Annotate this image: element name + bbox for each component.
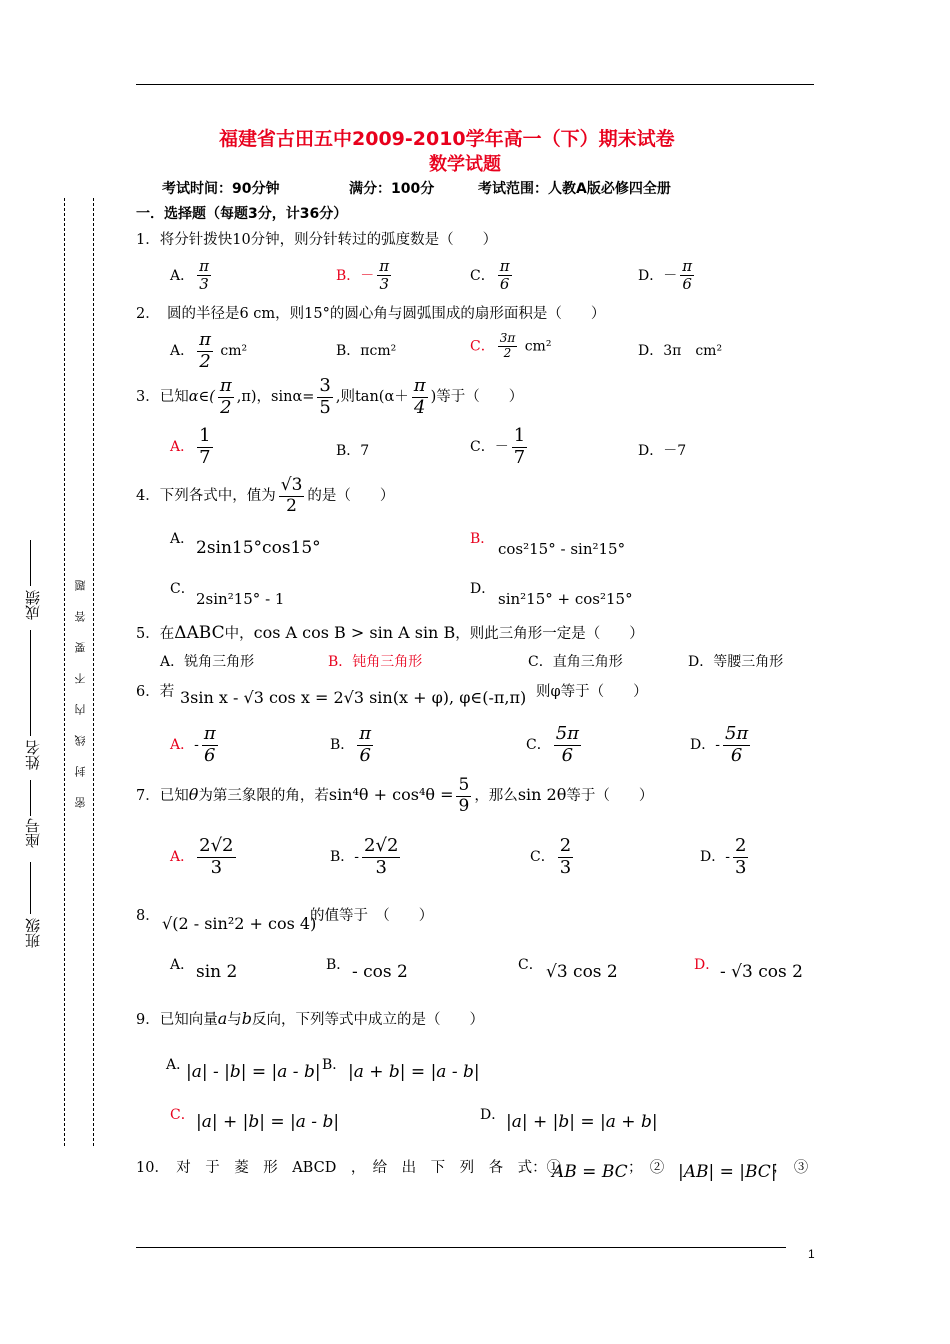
q3-stem xyxy=(136,376,523,418)
score-blank xyxy=(30,540,31,586)
q7-b-label: B． xyxy=(330,849,355,866)
q4-pre: 4．下列各式中，值为 xyxy=(136,488,276,505)
q7-a-label: A． xyxy=(170,849,195,866)
q6-b-label: B． xyxy=(330,737,355,754)
q1-option-a xyxy=(170,258,214,294)
q10-sep3: ； ③ xyxy=(772,1160,809,1176)
q2-a-unit: cm² xyxy=(220,343,248,360)
q4-den: 2 xyxy=(286,495,297,516)
q1-c-label: C． xyxy=(470,267,495,284)
q4-option-d-expr: sin²15° + cos²15° xyxy=(498,590,633,608)
q10-sep2: ； ② xyxy=(628,1160,665,1176)
q2-option-a xyxy=(170,330,247,372)
q1-b-num: π xyxy=(379,257,390,275)
page-number: 1 xyxy=(808,1247,815,1261)
q9-post: 反向，下列等式中成立的是（ ） xyxy=(252,1012,485,1028)
q7-expr2: sin 2θ xyxy=(517,785,567,805)
q9-pre: 9．已知向量 xyxy=(136,1012,218,1028)
q7-option-a xyxy=(170,836,239,878)
q1-d-num: π xyxy=(682,257,693,275)
q9-vec-a: a xyxy=(217,1009,228,1028)
q6-a-neg: - xyxy=(194,737,199,754)
q2-option-c xyxy=(470,332,551,361)
q8-label: 8． xyxy=(136,908,160,924)
q6-d-neg: - xyxy=(715,737,720,754)
q9-option-d-expr: |a| + |b| = |a + b| xyxy=(506,1112,658,1132)
q6-option-d xyxy=(690,724,753,766)
q1-a-num: π xyxy=(199,257,209,275)
q1-b-den: 3 xyxy=(379,275,389,294)
q7-d-den: 3 xyxy=(734,856,747,878)
q5-option-d: D．等腰三角形 xyxy=(688,654,784,670)
q4-option-b-label: B． xyxy=(470,531,495,547)
q2-a-num: π xyxy=(199,329,211,350)
q4-option-a-label: A． xyxy=(170,531,195,547)
class-blank xyxy=(30,862,31,914)
q6-expr: 3sin x - √3 cos x = 2√3 sin(x + φ), φ∈(-π,π) xyxy=(180,688,527,707)
q8-expr: √(2 - sin²2 + cos 4) xyxy=(162,914,317,933)
exam-time: 考试时间：90分钟 xyxy=(162,181,280,197)
q7-num: 5 xyxy=(458,775,470,795)
seal-notice: 密封线内不要答题 xyxy=(74,560,87,808)
q2-c-num: 3π xyxy=(499,331,516,345)
q4-option-c-label: C． xyxy=(170,581,195,597)
q7-c-num: 2 xyxy=(559,835,572,856)
q7-post: 等于（ ） xyxy=(566,788,654,805)
q3-option-b: B．7 xyxy=(336,443,370,459)
q1-option-c xyxy=(470,258,515,294)
q6-d-label: D． xyxy=(690,737,716,754)
q7-option-c xyxy=(530,836,576,878)
q3-f3-den: 4 xyxy=(413,396,426,418)
q5-stem xyxy=(136,622,644,643)
q7-mid2: ，那么 xyxy=(474,788,518,805)
q3-a-den: 7 xyxy=(199,446,211,468)
q7-b-neg: - xyxy=(354,849,360,866)
q1-a-label: A． xyxy=(170,267,195,284)
q9-mid: 与 xyxy=(227,1012,242,1028)
q7-d-neg: - xyxy=(725,849,730,866)
seat-label: 座号 xyxy=(24,818,42,848)
q4-post: 的是（ ） xyxy=(307,488,395,505)
q8-option-a-expr: sin 2 xyxy=(196,962,238,982)
q3-f1-num: π xyxy=(219,375,232,396)
q7-b-num: 2√2 xyxy=(364,835,399,856)
q3-mid1: α∈( xyxy=(188,389,215,406)
q3-mid2: ,π)，sinα= xyxy=(236,389,315,406)
q2-stem: 2． 圆的半径是6 cm，则15°的圆心角与圆弧围成的扇形面积是（ ） xyxy=(136,306,606,322)
q6-d-num: 5π xyxy=(724,723,749,744)
q3-a-label: A． xyxy=(170,439,195,456)
q8-option-a-label: A． xyxy=(170,957,195,973)
q8-option-b-expr: - cos 2 xyxy=(352,962,408,982)
exam-title: 福建省古田五中2009-2010学年高一（下）期末试卷 xyxy=(219,128,675,150)
q9-stem xyxy=(136,1008,484,1029)
q3-post: )等于（ ） xyxy=(430,389,524,406)
q9-option-b-label: B． xyxy=(322,1057,347,1073)
q1-d-den: 6 xyxy=(682,275,692,294)
q7-mid: 为第三象限的角，若 xyxy=(198,788,329,805)
q6-stem-pre: 6．若 xyxy=(136,684,175,700)
full-score: 满分：100分 xyxy=(349,181,435,197)
q4-stem xyxy=(136,476,394,516)
q3-a-num: 1 xyxy=(199,425,211,446)
q7-d-label: D． xyxy=(700,849,726,866)
exam-subtitle: 数学试题 xyxy=(429,154,501,175)
q6-c-num: 5π xyxy=(555,723,580,744)
q1-d-label: D．－ xyxy=(638,267,678,284)
q9-option-c-label: C． xyxy=(170,1107,195,1123)
q3-f2-num: 3 xyxy=(319,375,331,396)
class-label: 班级 xyxy=(24,918,42,948)
q1-a-den: 3 xyxy=(199,275,209,294)
header-rule xyxy=(136,84,814,85)
q9-option-d-label: D． xyxy=(480,1107,506,1123)
q10-stem: 10． 对 于 菱 形 ABCD ， 给 出 下 列 各 式：① xyxy=(136,1160,562,1176)
q2-option-b: B．πcm² xyxy=(336,343,397,359)
q4-option-b-expr: cos²15° - sin²15° xyxy=(498,540,626,558)
q6-b-num: π xyxy=(359,723,372,744)
q7-option-b xyxy=(330,836,403,878)
q4-option-d-label: D． xyxy=(470,581,496,597)
q8-post: 的值等于 （ ） xyxy=(310,908,434,924)
exam-scope: 考试范围：人教A版必修四全册 xyxy=(478,181,671,197)
q5-expr: cos A cos B > sin A sin B xyxy=(253,623,456,642)
q4-option-c-expr: 2sin²15° - 1 xyxy=(196,590,285,608)
q6-stem-post: 则φ等于（ ） xyxy=(536,684,648,700)
q6-d-den: 6 xyxy=(730,744,743,766)
q7-a-num: 2√2 xyxy=(199,835,234,856)
q10-expr1: AB = BC xyxy=(552,1162,628,1182)
q3-pre: 3．已知 xyxy=(136,389,189,406)
footer-rule xyxy=(136,1247,786,1248)
q3-c-den: 7 xyxy=(513,446,526,468)
q5-option-a: A．锐角三角形 xyxy=(160,654,255,670)
q2-c-label: C． xyxy=(470,338,495,355)
q3-f2-den: 5 xyxy=(319,396,331,418)
q5-option-b: B．钝角三角形 xyxy=(328,654,423,670)
binding-dashed-line-outer xyxy=(64,198,65,1146)
q9-option-b-expr: |a + b| = |a - b| xyxy=(348,1062,480,1082)
q6-a-den: 6 xyxy=(204,744,216,766)
q6-b-den: 6 xyxy=(359,744,371,766)
q8-option-c-label: C． xyxy=(518,957,543,973)
q5-triangle: ΔABC xyxy=(174,623,225,643)
section-heading: 一．选择题（每题3分，计36分） xyxy=(136,206,348,222)
q5-option-c: C．直角三角形 xyxy=(528,654,623,670)
q9-option-c-expr: |a| + |b| = |a - b| xyxy=(196,1112,340,1132)
q6-option-c xyxy=(526,724,584,766)
q1-option-b xyxy=(336,258,394,294)
q7-a-den: 3 xyxy=(210,856,223,878)
q7-stem xyxy=(136,776,653,816)
q1-option-d xyxy=(638,258,697,294)
q7-den: 9 xyxy=(458,795,470,816)
q3-option-d: D．－7 xyxy=(638,443,687,459)
q7-b-den: 3 xyxy=(375,856,387,878)
q3-c-label: C．－ xyxy=(470,439,509,456)
q6-c-den: 6 xyxy=(561,744,574,766)
q8-option-d-label: D． xyxy=(694,957,720,973)
q7-d-num: 2 xyxy=(734,835,747,856)
q7-option-d xyxy=(700,836,751,878)
score-label: 成绩 xyxy=(24,590,42,620)
binding-dashed-line-inner xyxy=(93,198,94,1146)
q2-a-den: 2 xyxy=(199,350,211,372)
name-blank xyxy=(30,630,31,736)
q7-c-den: 3 xyxy=(559,856,572,878)
q9-option-a-expr: |a| - |b| = |a - b| xyxy=(186,1062,321,1082)
q7-expr: sin⁴θ + cos⁴θ = xyxy=(328,785,454,805)
name-label: 姓名 xyxy=(24,740,42,770)
q8-option-d-expr: - √3 cos 2 xyxy=(720,962,803,982)
q7-theta: θ xyxy=(188,785,199,805)
q9-option-a-label: A． xyxy=(166,1057,191,1073)
q1-c-num: π xyxy=(499,257,510,275)
q4-option-a-expr: 2sin15°cos15° xyxy=(196,538,321,558)
q2-a-label: A． xyxy=(170,343,195,360)
q8-option-b-label: B． xyxy=(326,957,351,973)
q6-c-label: C． xyxy=(526,737,551,754)
q1-b-label: B．－ xyxy=(336,267,375,284)
q3-mid3: ,则tan(α＋ xyxy=(335,389,409,406)
q2-c-den: 2 xyxy=(503,345,512,360)
q6-a-label: A． xyxy=(170,737,195,754)
q6-option-a xyxy=(170,724,221,766)
q6-option-b xyxy=(330,724,376,766)
q9-vec-b: b xyxy=(241,1009,253,1028)
q3-f1-den: 2 xyxy=(220,396,232,418)
q2-option-d: D．3π cm² xyxy=(638,343,723,359)
q2-c-unit: cm² xyxy=(524,338,552,355)
q1-stem: 1．将分针拨快10分钟，则分针转过的弧度数是（ ） xyxy=(136,232,498,248)
q3-option-a xyxy=(170,426,216,468)
q7-pre: 7．已知 xyxy=(136,788,189,805)
q5-mid: 中， xyxy=(224,626,254,642)
q8-option-c-expr: √3 cos 2 xyxy=(546,962,618,982)
q6-a-num: π xyxy=(203,723,216,744)
q1-c-den: 6 xyxy=(499,275,510,294)
q3-c-num: 1 xyxy=(513,425,526,446)
seat-blank xyxy=(30,780,31,816)
q3-option-c xyxy=(470,426,530,468)
q3-f3-num: π xyxy=(413,375,426,396)
q4-num: √3 xyxy=(280,475,303,495)
q10-expr2: |AB| = |BC| xyxy=(678,1162,777,1182)
q5-pre: 5．在 xyxy=(136,626,175,642)
q7-c-label: C． xyxy=(530,849,555,866)
q5-post: ，则此三角形一定是（ ） xyxy=(455,626,644,642)
